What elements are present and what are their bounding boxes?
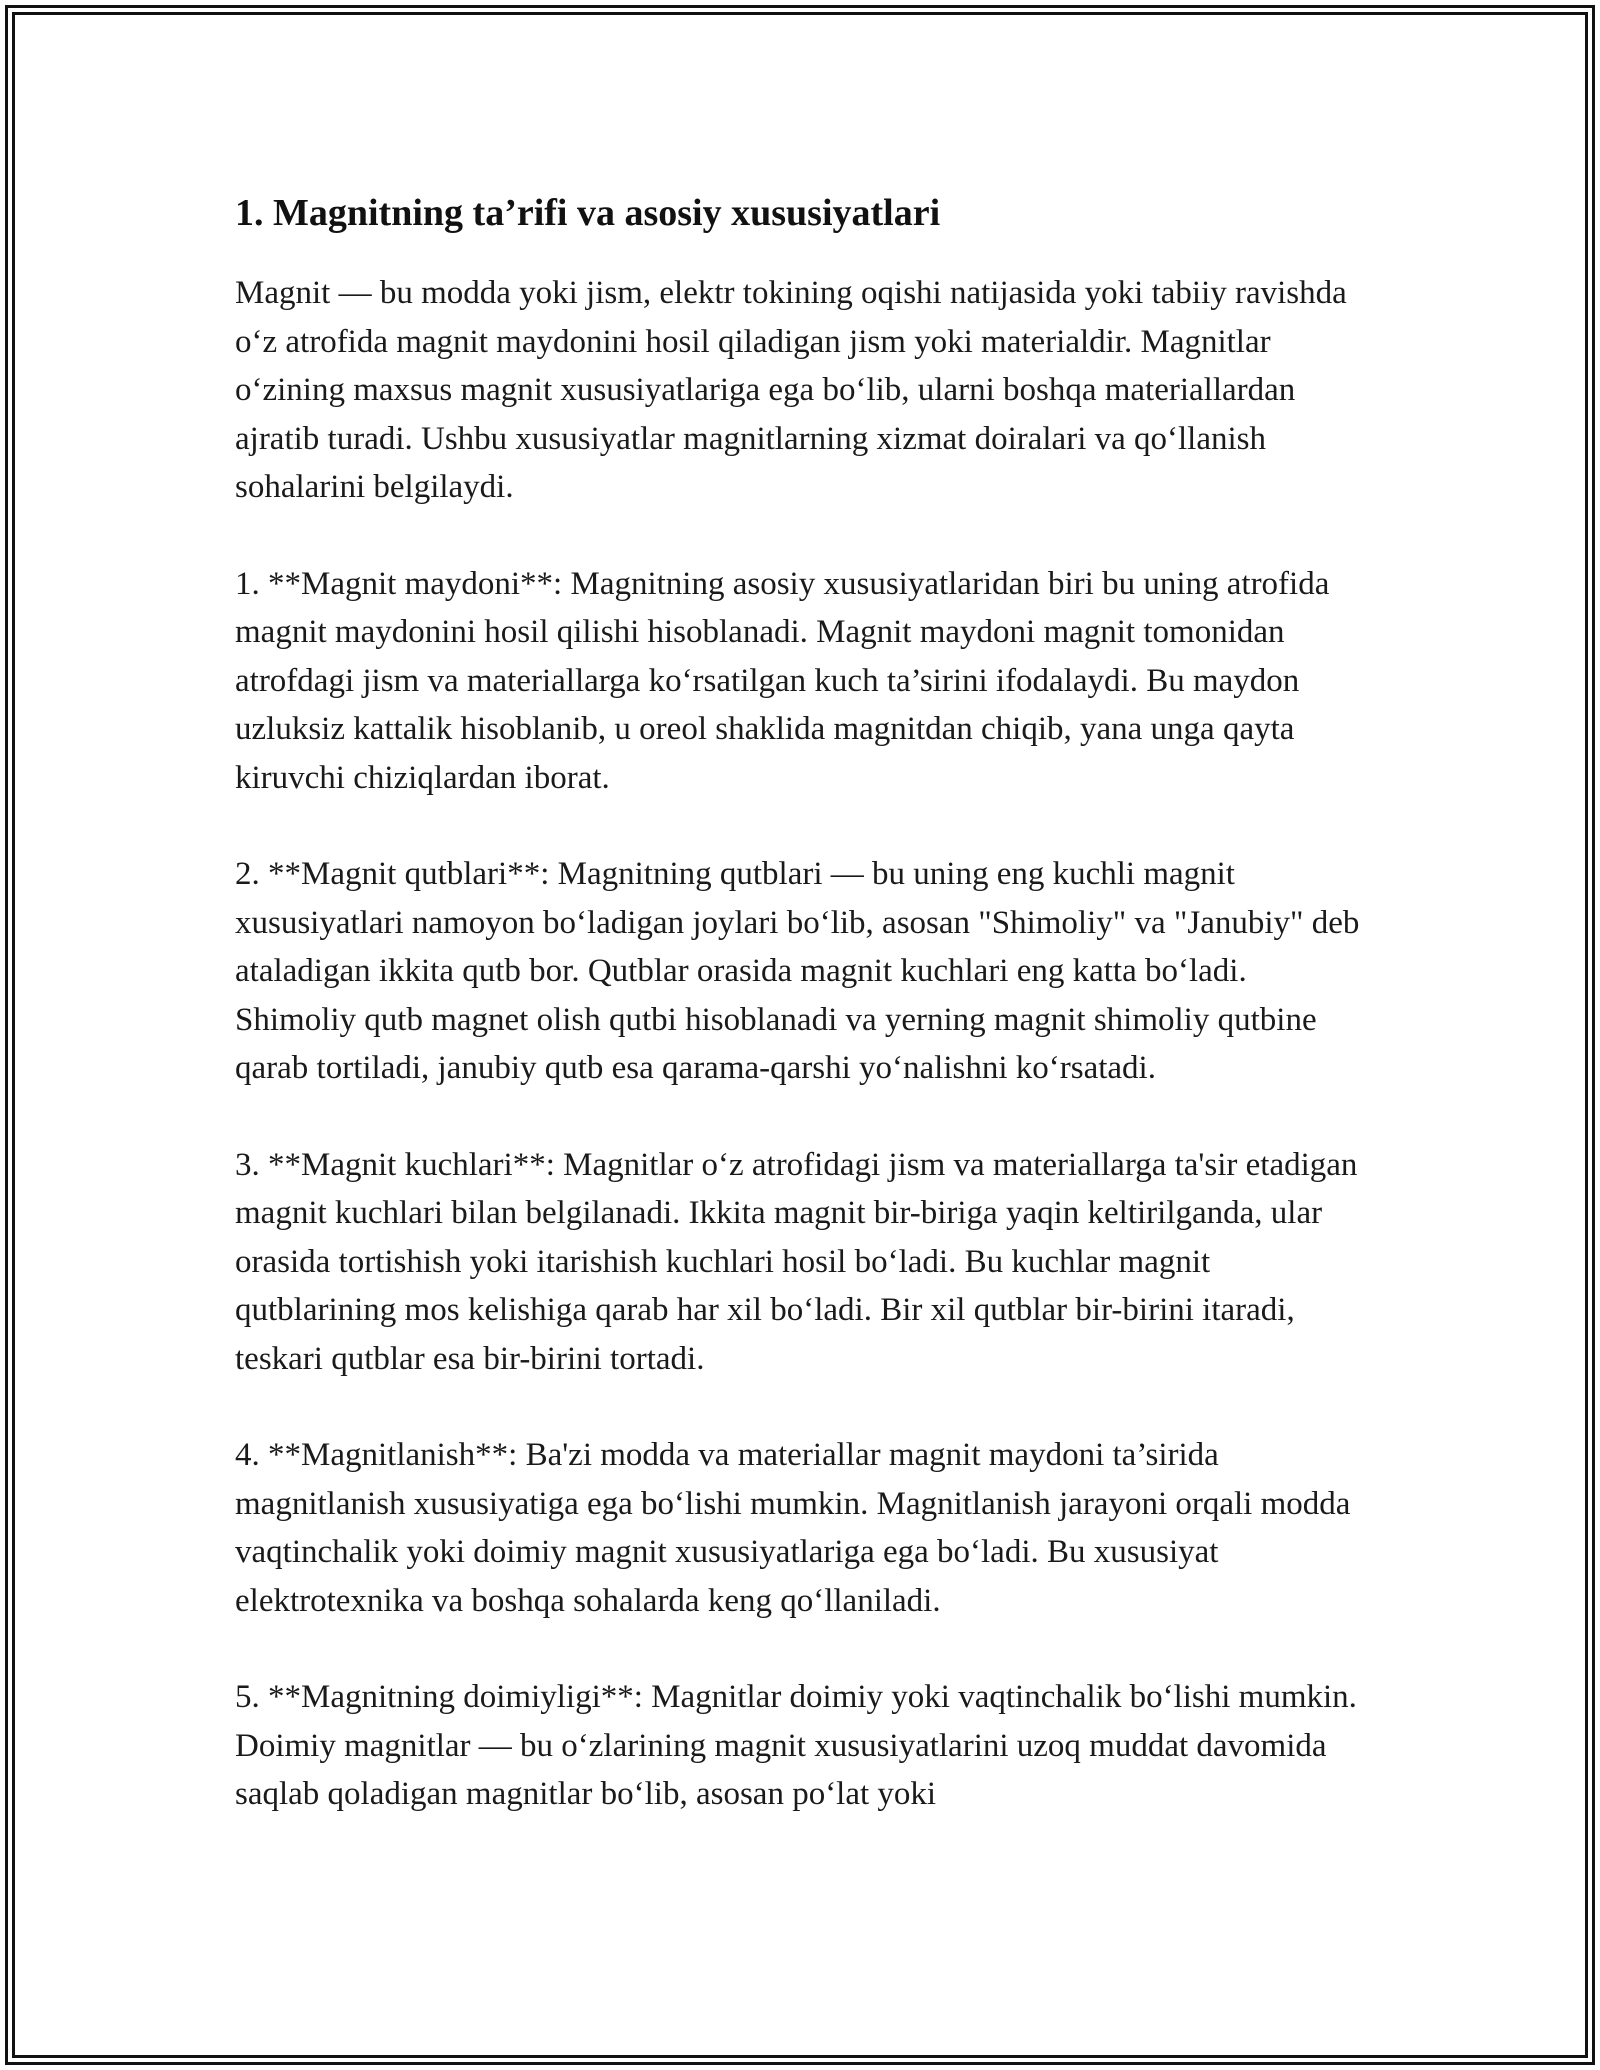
intro-paragraph: Magnit — bu modda yoki jism, elektr tokining oqishi natijasida yoki tabiiy ravishda oʻz atrofida magnit maydonini hosil qiladigan jism yoki materialdir. Magnitlar oʻzining maxsus magnit xususiyatlariga ega boʻlib, ularni boshqa materiallardan ajratib turadi. Ushbu xususiyatlar magnitlarning xizmat doiralari va qoʻllanish sohalarini belgilaydi. [235,275,1347,505]
document-body [235,185,1375,1867]
paragraph-magnetization: 4. **Magnitlanish**: Ba'zi modda va materiallar magnit maydoni ta’sirida magnitlanish xususiyatiga ega boʻlishi mumkin. Magnitlanish jarayoni orqali modda vaqtinchalik yoki doimiy magnit xususiyatlariga ega boʻladi. Bu xususiyat elektrotexnika va boshqa sohalarda keng qoʻllaniladi. [235,1437,1351,1619]
section-heading: 1. Magnitning ta’rifi va asosiy xususiyatlari [235,192,941,234]
paragraph-magnetic-forces: 3. **Magnit kuchlari**: Magnitlar oʻz atrofidagi jism va materiallarga ta'sir etadigan magnit kuchlari bilan belgilanadi. Ikkita magnit bir-biriga yaqin keltirilganda, ular orasida tortishish yoki itarishish kuchlari hosil boʻladi. Bu kuchlar magnit qutblarining mos kelishiga qarab har xil boʻladi. Bir xil qutblar bir-birini itaradi, teskari qutblar esa bir-birini tortadi. [235,1146,1358,1377]
paragraph-magnetic-poles: 2. **Magnit qutblari**: Magnitning qutblari — bu uning eng kuchli magnit xususiyatlari namoyon boʻladigan joylari boʻlib, asosan "Shimoliy" va "Janubiy" deb ataladigan ikkita qutb bor. Qutblar orasida magnit kuchlari eng katta boʻladi. Shimoliy qutb magnet olish qutbi hisoblanadi va yerning magnit shimoliy qutbine qarab tortiladi, janubiy qutb esa qarama-qarshi yoʻnalishni koʻrsatadi. [235,856,1360,1086]
paragraph-magnet-permanence: 5. **Magnitning doimiyligi**: Magnitlar doimiy yoki vaqtinchalik boʻlishi mumkin. Doimiy magnitlar — bu oʻzlarining magnit xususiyatlarini uzoq muddat davomida saqlab qoladigan magnitlar boʻlib, asosan poʻlat yoki [235,1679,1357,1812]
paragraph-magnetic-field: 1. **Magnit maydoni**: Magnitning asosiy xususiyatlaridan biri bu uning atrofida magnit maydonini hosil qilishi hisoblanadi. Magnit maydoni magnit tomonidan atrofdagi jism va materiallarga koʻrsatilgan kuch ta’sirini ifodalaydi. Bu maydon uzluksiz kattalik hisoblanib, u oreol shaklida magnitdan chiqib, yana unga qayta kiruvchi chiziqlardan iborat. [235,565,1330,796]
